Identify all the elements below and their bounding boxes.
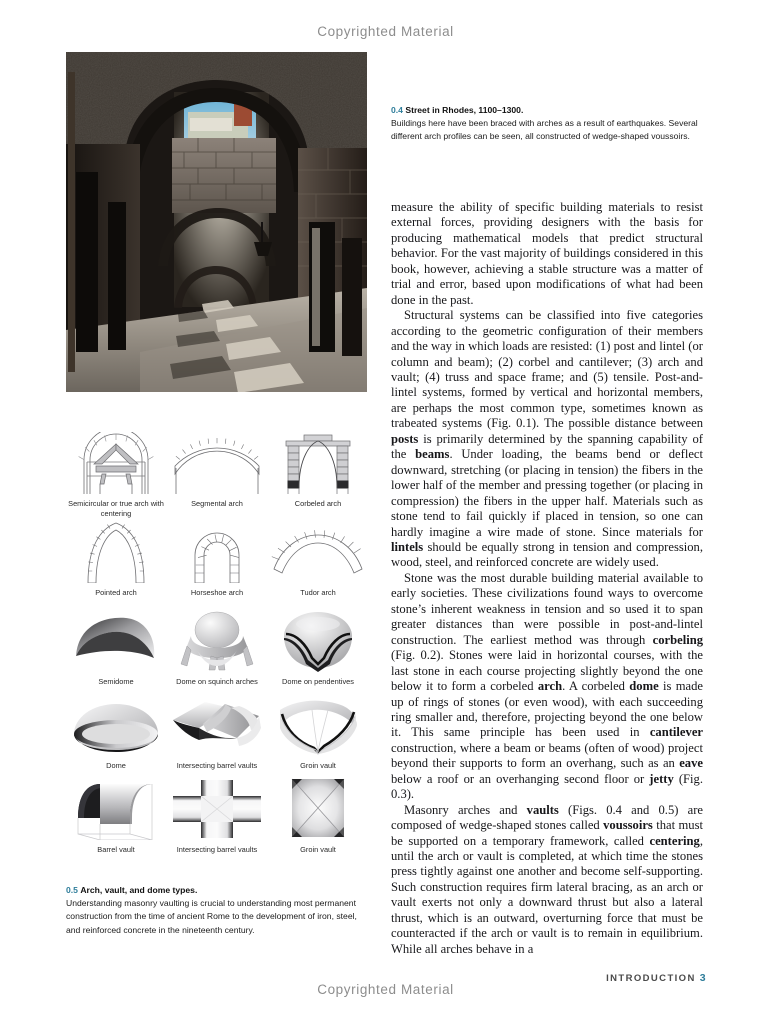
- figure-label: Groin vault: [300, 845, 336, 854]
- corbeled-arch-icon: [268, 432, 368, 494]
- p2-run-d: . Under loading, the beams bend or deflect downward, stretching (or placing in tension) the fibers in the lower half of the member and pressing together (or placing in compression) the fibers in the upper half. Materials such as stone tend to fail quickly if placed in tension, so one can hardly imagine a wire made of stone. Since materials for: [391, 447, 703, 539]
- dome-on-pendentives-icon: [268, 610, 368, 672]
- figure-0-5-number: 0.5: [66, 885, 78, 895]
- figure-0-4-number: 0.4: [391, 105, 403, 115]
- groin-vault-plan-icon: [268, 778, 368, 840]
- figure-0-4-heading: [391, 104, 701, 117]
- term-eave: eave: [679, 756, 703, 771]
- figure-tudor-arch: [268, 521, 368, 598]
- horseshoe-arch-icon: [167, 521, 267, 583]
- paragraph-3: [391, 571, 703, 803]
- figure-0-5-body: Understanding masonry vaulting is crucial to understanding most permanent construction from the time of ancient Rome to the development of iron, steel, and reinforced concrete in the nineteenth century.: [66, 898, 357, 935]
- p4-run-c: (Figs. 0.4 and 0.5) are composed of wedge-shaped stones called: [391, 802, 703, 833]
- term-beams: beams: [415, 447, 450, 462]
- figure-label: Intersecting barrel vaults: [176, 761, 258, 770]
- paragraph-1: measure the ability of specific building materials to resist external forces, providing designers with the basis for producing mathematical models that predict structural behavior. For the vast majority of buildings considered in this book, however, achieving a stable structure was a matter of trial and error, based upon modifications of what had been done in the past.: [391, 200, 703, 307]
- pointed-arch-icon: [66, 521, 166, 583]
- figure-label: Dome on pendentives: [282, 677, 354, 686]
- p3-run-d: . A corbeled: [562, 679, 630, 694]
- street-in-rhodes-photograph: [66, 52, 367, 392]
- figure-label: Semidome: [98, 677, 134, 686]
- figure-0-4-title: Street in Rhodes, 1100–1300.: [405, 105, 524, 115]
- term-centering: centering: [649, 833, 700, 848]
- figure-0-4-body: Buildings here have been braced with arches as a result of earthquakes. Several different arch profiles can be seen, all constructed of wedge-shaped voussoirs.: [391, 118, 698, 142]
- segmental-arch-icon: [167, 432, 267, 494]
- figure-semicircular-arch-with-centering: [66, 432, 166, 518]
- body-text-column: [391, 200, 703, 957]
- figure-groin-vault-plan: [268, 778, 368, 855]
- p4-run-e: , until the arch or vault is completed, at which time the stones press tightly against one another and become self-supporting. Such construction requires firm lateral bracing, as an arch or vault exerts not only a downward thrust but also a lateral thrust, which is an outward, overturning force that must be counteracted if the arch or vault is to remain in equilibrium. While all arches behave in a: [391, 833, 703, 956]
- figure-label: Barrel vault: [97, 845, 135, 854]
- p3-run-f: construction, where a beam or beams (often of wood) project beyond their supports to form an overhang, such as an: [391, 740, 703, 771]
- figure-label: Segmental arch: [191, 499, 243, 508]
- intersecting-barrel-vaults-3d-icon: [167, 694, 267, 756]
- p3-run-a: Stone was the most durable building material available to early societies. These civilizations found ways to overcome stone’s inherent weakness in tension and so used it to span greater distances than were possible in post-and-lintel construction. The earliest method was through: [391, 570, 703, 647]
- term-voussoirs: voussoirs: [603, 818, 653, 833]
- figure-dome: [66, 694, 166, 771]
- figure-semidome: [66, 610, 166, 687]
- term-vaults: vaults: [526, 802, 559, 817]
- figure-horseshoe-arch: [167, 521, 267, 598]
- figure-0-4-caption: [391, 104, 701, 144]
- p2-run-a: Structural systems can be classified into five categories according to the geometric configuration of their members and the way in which loads are resisted: (1) post and lintel (or column and beam); (2) corbel and cantilever; (3) arch and vault; (4) truss and space frame; and (5) tensile. Post-and-lintel systems, formed by vertical and horizontal members, are perhaps the most common type, sometimes known as trabeated systems (Fig. 0.1). The possible distance between: [391, 308, 703, 431]
- folio-chapter-label: INTRODUCTION: [606, 973, 696, 984]
- figure-label: Intersecting barrel vaults: [176, 845, 258, 854]
- paragraph-4: [391, 803, 703, 958]
- term-jetty: jetty: [649, 771, 674, 786]
- figure-corbeled-arch: [268, 432, 368, 509]
- barrel-vault-icon: [66, 778, 166, 840]
- folio-page-number: 3: [699, 972, 707, 984]
- figure-0-5-heading: [66, 884, 366, 897]
- term-dome: dome: [629, 679, 659, 694]
- p4-run-a: Masonry arches and: [404, 802, 527, 817]
- dome-on-squinch-arches-icon: [167, 610, 267, 672]
- photograph-artwork: [66, 52, 367, 392]
- groin-vault-3d-icon: [268, 694, 368, 756]
- figure-segmental-arch: [167, 432, 267, 509]
- figure-0-5-title: Arch, vault, and dome types.: [80, 885, 198, 895]
- copyright-watermark-top: Copyrighted Material: [317, 24, 454, 39]
- term-cantilever: cantilever: [649, 725, 703, 740]
- figure-intersecting-barrel-vaults-3d: [167, 694, 267, 771]
- dome-icon: [66, 694, 166, 756]
- p2-run-c: is primarily determined by the spanning capability of the: [391, 431, 703, 462]
- term-posts: posts: [391, 431, 419, 446]
- semicircular-arch-with-centering-icon: [66, 432, 166, 494]
- figure-label: Dome: [106, 761, 126, 770]
- figure-dome-on-squinch-arches: [167, 610, 267, 687]
- p3-run-g: below a roof or an overhanging second floor or: [391, 771, 650, 786]
- figure-label: Pointed arch: [95, 588, 137, 597]
- copyright-watermark-bottom: Copyrighted Material: [317, 982, 454, 997]
- semidome-icon: [66, 610, 166, 672]
- p3-run-e: is made up of rings of stones (or even wood), with each succeeding ring smaller and, therefore, projecting beyond the one below it. This same principle has been used in: [391, 679, 703, 740]
- figure-label: Groin vault: [300, 761, 336, 770]
- p3-run-c: (Fig. 0.2). Stones were laid in horizontal courses, with the last stone in each course projecting slightly beyond the one below it to form a corbeled: [391, 648, 703, 694]
- page-footer-folio: [606, 972, 707, 984]
- paragraph-2: [391, 308, 703, 571]
- figure-label: Dome on squinch arches: [176, 677, 258, 686]
- tudor-arch-icon: [268, 521, 368, 583]
- intersecting-barrel-vaults-plan-icon: [167, 778, 267, 840]
- term-lintels: lintels: [391, 539, 424, 554]
- term-arch: arch: [537, 679, 563, 694]
- p2-run-e: should be equally strong in tension and compression, wood, steel, and reinforced concrete are widely used.: [391, 539, 703, 570]
- figure-groin-vault-3d: [268, 694, 368, 771]
- arch-vault-dome-diagram-grid: [66, 432, 368, 862]
- p3-run-h: (Fig. 0.3).: [391, 771, 703, 802]
- p4-run-d: that must be supported on a temporary framework, called: [391, 818, 703, 848]
- figure-label: Corbeled arch: [294, 499, 342, 508]
- figure-label: Horseshoe arch: [190, 588, 244, 597]
- figure-label: Tudor arch: [300, 588, 336, 597]
- figure-pointed-arch: [66, 521, 166, 598]
- figure-intersecting-barrel-vaults-plan: [167, 778, 267, 855]
- term-corbeling: corbeling: [652, 632, 703, 647]
- figure-barrel-vault: [66, 778, 166, 855]
- figure-label: Semicircular or true arch with centering: [68, 499, 164, 518]
- figure-dome-on-pendentives: [268, 610, 368, 687]
- figure-0-5-caption: [66, 884, 366, 937]
